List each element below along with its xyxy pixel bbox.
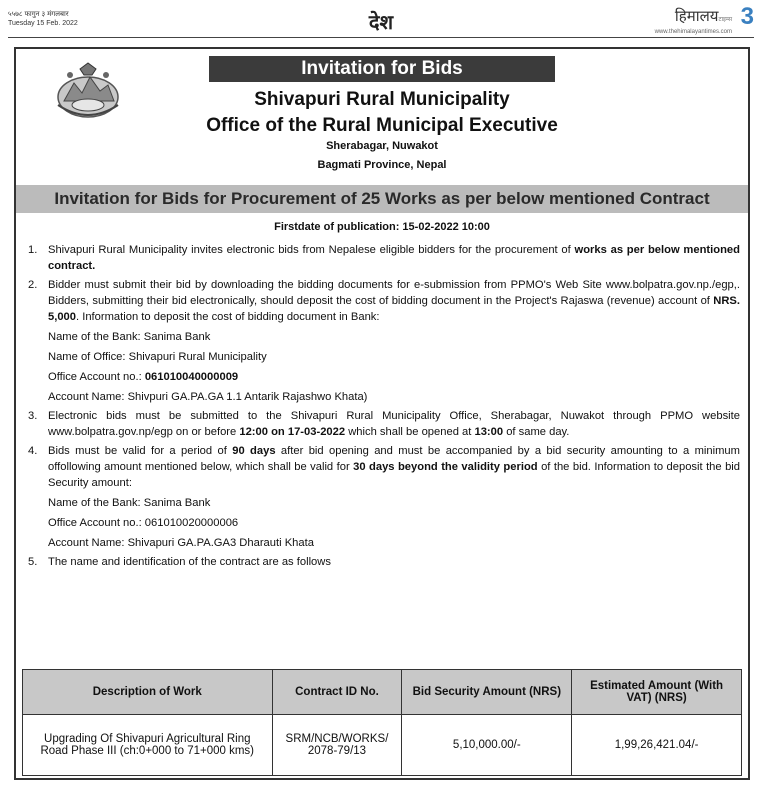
notice-frame: [14, 47, 750, 780]
date-nepali: ५५७८ फागुन ३ मंगलबार: [8, 11, 69, 18]
address-line-2: Bagmati Province, Nepal: [317, 159, 447, 171]
address-line-1: Sherabagar, Nuwakot: [326, 140, 438, 152]
procurement-banner: Invitation for Bids for Procurement of 25 Works as per below mentioned Contract: [16, 185, 748, 213]
masthead-divider: [8, 37, 754, 38]
cell-description: Upgrading Of Shivapuri Agricultural Ring Road Phase III (ch:0+000 to 71+000 kms): [23, 715, 273, 776]
item-number: 2.: [28, 279, 38, 291]
section-title: देश: [368, 10, 394, 34]
list-item: [28, 277, 740, 325]
brand-suffix: टाइम्स: [718, 16, 732, 23]
item-text: Bidder must submit their bid by downloading the bidding documents for e-submission from PPMO's Web Site www.bolpatra.gov.np./egp,. Bidders, submitting their bid electronically, should deposit the cost of bidding document in the Project's Rajaswa (revenue) account of NRS. 5,000. Information to deposit the cost of bidding document in Bank:: [48, 279, 740, 323]
item-text: Shivapuri Rural Municipality invites electronic bids from Nepalese eligible bidders for the procurement of works as per below mentioned contract.: [48, 244, 740, 272]
account-name: Account Name: Shivapuri GA.PA.GA3 Dharauti Khata: [48, 537, 314, 549]
office-name-line: Name of Office: Shivapuri Rural Municipality: [48, 351, 267, 363]
header-description: Description of Work: [23, 670, 273, 715]
item-number: 1.: [28, 244, 38, 256]
date-english: Tuesday 15 Feb. 2022: [8, 20, 78, 27]
cell-estimated-amount: 1,99,26,421.04/-: [572, 715, 742, 776]
brand-name: हिमालय: [674, 7, 719, 25]
table-row: [23, 715, 742, 776]
item-text: Bids must be valid for a period of 90 days after bid opening and must be accompanied by a bid security amounting to a minimum offollowing amount mentioned below, which shall be valid for 30 days beyond the validity period of the bid. Information to deposit the bid Security amount:: [48, 445, 741, 489]
item-number: 5.: [28, 556, 38, 568]
bank-name: Name of the Bank: Sanima Bank: [48, 497, 211, 509]
bank-name: Name of the Bank: Sanima Bank: [48, 331, 211, 343]
header-contract-id: Contract ID No.: [272, 670, 402, 715]
office-account: Office Account no.: 061010040000009: [48, 371, 239, 383]
newspaper-masthead: [0, 0, 762, 38]
page-number: 3: [740, 3, 754, 30]
header-bid-security: Bid Security Amount (NRS): [402, 670, 572, 715]
first-publication-date: Firstdate of publication: 15-02-2022 10:00: [274, 221, 490, 233]
org-name: Shivapuri Rural Municipality: [254, 89, 510, 110]
item-text: Electronic bids must be submitted to the Shivapuri Rural Municipality Office, Sherabagar, Nuwakot through PPMO website www.bolpatra.gov.np/egp on or before 12:00 on 17-03-2022 which shall be opened at 13:00 of same day.: [48, 410, 740, 438]
item-text: The name and identification of the contract are as follows: [48, 556, 331, 568]
list-item: [28, 554, 740, 570]
list-item: [28, 443, 740, 491]
cell-contract-id: SRM/NCB/WORKS/ 2078-79/13: [272, 715, 402, 776]
contract-table: [22, 669, 742, 776]
item-number: 4.: [28, 445, 38, 457]
office-name: Office of the Rural Municipal Executive: [206, 115, 558, 136]
invitation-banner: Invitation for Bids: [209, 56, 555, 82]
item-number: 3.: [28, 410, 38, 422]
brand-site: www.thehimalayantimes.com: [654, 29, 732, 35]
header-estimated-amount: Estimated Amount (With VAT) (NRS): [572, 670, 742, 715]
newspaper-brand: [655, 8, 732, 36]
cell-bid-security: 5,10,000.00/-: [402, 715, 572, 776]
notice-body: [28, 239, 740, 570]
list-item: [28, 408, 740, 440]
table-header-row: [23, 670, 742, 715]
list-item: [28, 242, 740, 274]
account-name: Account Name: Shivpuri GA.PA.GA 1.1 Antarik Rajashwo Khata): [48, 391, 368, 403]
office-account: Office Account no.: 061010020000006: [48, 517, 239, 529]
